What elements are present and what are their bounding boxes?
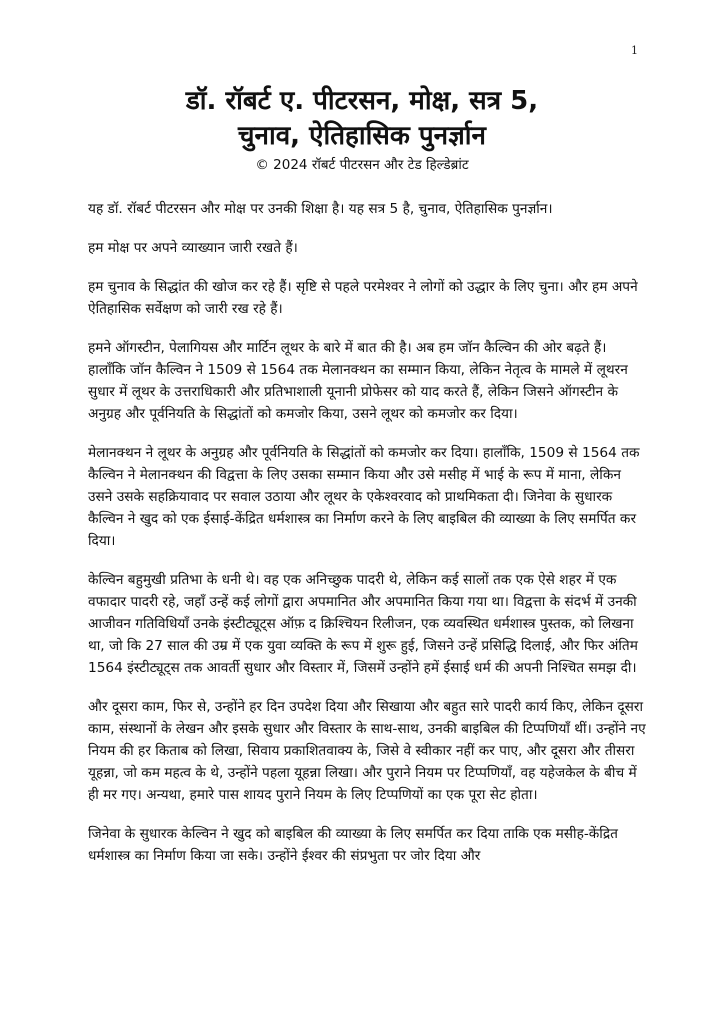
- copyright-line: © 2024 रॉबर्ट पीटरसन और टेड हिल्डेब्रांट: [255, 157, 469, 173]
- title-line-1: डॉ. रॉबर्ट ए. पीटरसन, मोक्ष, सत्र 5,: [185, 86, 539, 116]
- paragraph: हम चुनाव के सिद्धांत की खोज कर रहे हैं। सृष्टि से पहले परमेश्वर ने लोगों को उद्धार के लिए चुना। और हम अपने ऐतिहासिक सर्वेक्षण को जारी रख रहे हैं।: [88, 279, 638, 317]
- page-number: 1: [631, 44, 638, 57]
- document-body: [88, 198, 648, 884]
- paragraph: मेलानक्थन ने लूथर के अनुग्रह और पूर्वनियति के सिद्धांतों को कमजोर कर दिया। हालाँकि, 1509 से 1564 तक कैल्विन ने मेलानक्थन की विद्वत्ता के लिए उसका सम्मान किया और उसे मसीह में भाई के रूप में माना, लेकिन उसने उसके सहक्रियावाद पर सवाल उठाया और लूथर के एकेश्वरवाद को प्राथमिकता दी। जिनेवा के सुधारक कैल्विन ने खुद को एक ईसाई-केंद्रित धर्मशास्त्र का निर्माण करने के लिए बाइबिल की व्याख्या के लिए समर्पित कर दिया।: [88, 445, 640, 549]
- paragraph: केल्विन बहुमुखी प्रतिभा के धनी थे। वह एक अनिच्छुक पादरी थे, लेकिन कई सालों तक एक ऐसे शहर में एक वफादार पादरी रहे, जहाँ उन्हें कई लोगों द्वारा अपमानित और अपमानित किया गया था। विद्वत्ता के संदर्भ में उनकी आजीवन गतिविधियाँ उनके इंस्टीट्यूट्स ऑफ़ द क्रिश्चियन रिलीजन, एक व्यवस्थित धर्मशास्त्र पुस्तक, को लिखना था, जो कि 27 साल की उम्र में एक युवा व्यक्ति के रूप में शुरू हुई, जिसने उन्हें प्रसिद्धि दिलाई, और फिर अंतिम 1564 इंस्टीट्यूट्स तक आवर्ती सुधार और विस्तार में, जिसमें उन्होंने हमें ईसाई धर्म की अपनी निश्चित समझ दी।: [88, 572, 638, 676]
- paragraph: जिनेवा के सुधारक केल्विन ने खुद को बाइबिल की व्याख्या के लिए समर्पित कर दिया ताकि एक मसीह-केंद्रित धर्मशास्त्र का निर्माण किया जा सके। उन्होंने ईश्वर की संप्रभुता पर जोर दिया और: [88, 826, 618, 864]
- title-line-2: चुनाव, ऐतिहासिक पुनर्ज्ञान: [238, 121, 486, 151]
- document-header: [0, 84, 724, 174]
- paragraph: हमने ऑगस्टीन, पेलागियस और मार्टिन लूथर के बारे में बात की है। अब हम जॉन कैल्विन की ओर बढ़ते हैं। हालाँकि जॉन कैल्विन ने 1509 से 1564 तक मेलानक्थन का सम्मान किया, लेकिन नेतृत्व के मामले में लूथरन सुधार में लूथर के उत्तराधिकारी और प्रतिभाशाली यूनानी प्रोफेसर को याद करते हैं, लेकिन जिसने ऑगस्टीन के अनुग्रह और पूर्वनियति के सिद्धांतों को कमजोर किया, उसने लूथर को कमजोर कर दिया।: [88, 340, 628, 422]
- paragraph: यह डॉ. रॉबर्ट पीटरसन और मोक्ष पर उनकी शिक्षा है। यह सत्र 5 है, चुनाव, ऐतिहासिक पुनर्ज्ञान।: [88, 201, 553, 217]
- paragraph: हम मोक्ष पर अपने व्याख्यान जारी रखते हैं।: [88, 240, 298, 256]
- document-title: [0, 84, 724, 154]
- paragraph: और दूसरा काम, फिर से, उन्होंने हर दिन उपदेश दिया और सिखाया और बहुत सारे पादरी कार्य किए, लेकिन दूसरा काम, संस्थानों के लेखन और इसके सुधार और विस्तार के साथ-साथ, उनकी बाइबिल की टिप्पणियाँ थीं। उन्होंने नए नियम की हर किताब को लिखा, सिवाय प्रकाशितवाक्य के, जिसे वे स्वीकार नहीं कर पाए, और दूसरा और तीसरा यूहन्ना, जो कम महत्व के थे, उन्होंने पहला यूहन्ना लिखा। और पुराने नियम पर टिप्पणियाँ, वह यहेजकेल के बीच में ही मर गए। अन्यथा, हमारे पास शायद पुराने नियम के लिए टिप्पणियों का एक पूरा सेट होता।: [88, 699, 646, 803]
